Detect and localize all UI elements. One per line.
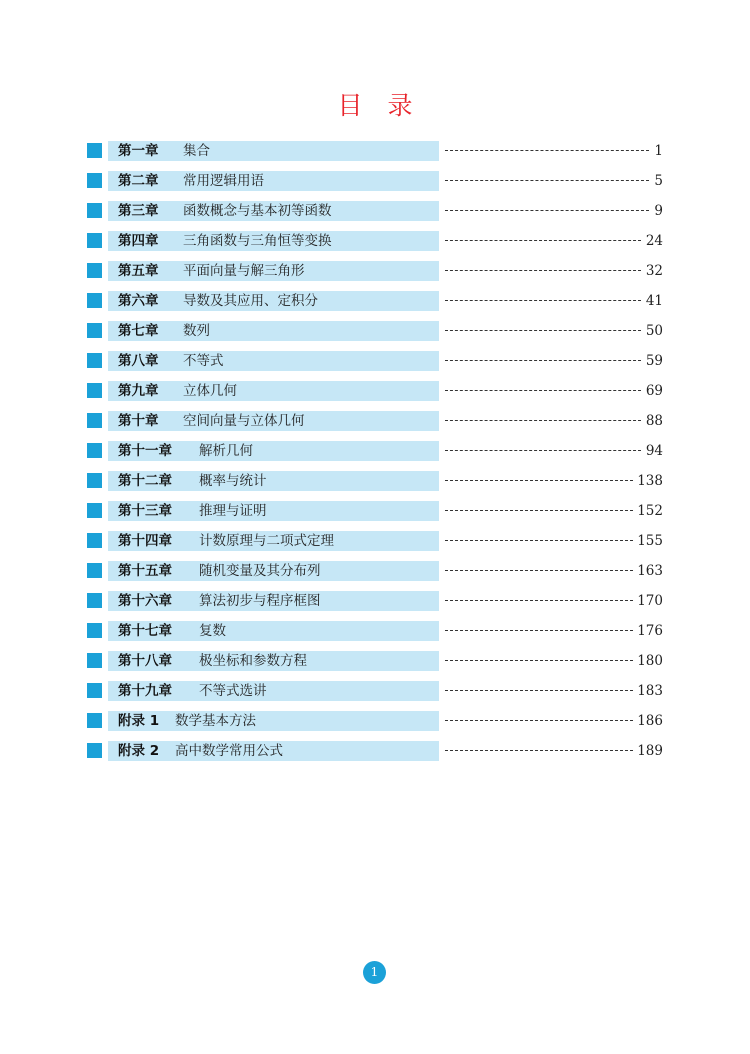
page-ref: 94 <box>645 443 663 459</box>
chapter-title: 常用逻辑用语 <box>183 173 264 189</box>
toc-entry[interactable] <box>87 231 663 261</box>
chapter-number: 第七章 <box>118 323 159 339</box>
page-ref: 50 <box>645 323 663 339</box>
page-ref: 69 <box>645 383 663 399</box>
page-ref: 9 <box>654 203 663 219</box>
toc-entry[interactable] <box>87 411 663 441</box>
square-bullet-icon <box>87 173 102 188</box>
toc-entry[interactable] <box>87 741 663 771</box>
entry-title-bar <box>108 531 439 551</box>
dotted-leader <box>445 150 649 151</box>
chapter-number: 第八章 <box>118 353 159 369</box>
square-bullet-icon <box>87 683 102 698</box>
entry-title-bar <box>108 591 439 611</box>
square-bullet-icon <box>87 713 102 728</box>
chapter-title: 不等式选讲 <box>199 683 267 699</box>
page-ref: 88 <box>645 413 663 429</box>
entry-title-bar <box>108 741 439 761</box>
chapter-number: 第十二章 <box>118 473 172 489</box>
square-bullet-icon <box>87 293 102 308</box>
toc-entry[interactable] <box>87 291 663 321</box>
chapter-number: 第六章 <box>118 293 159 309</box>
chapter-title: 算法初步与程序框图 <box>199 593 321 609</box>
table-of-contents <box>87 141 663 771</box>
toc-entry[interactable] <box>87 591 663 621</box>
square-bullet-icon <box>87 593 102 608</box>
dotted-leader <box>445 210 649 211</box>
toc-entry[interactable] <box>87 501 663 531</box>
toc-entry[interactable] <box>87 471 663 501</box>
dotted-leader <box>445 390 641 391</box>
dotted-leader <box>445 300 641 301</box>
square-bullet-icon <box>87 623 102 638</box>
toc-entry[interactable] <box>87 711 663 741</box>
page-ref: 24 <box>645 233 663 249</box>
page-ref: 170 <box>637 593 663 609</box>
dotted-leader <box>445 240 641 241</box>
entry-title-bar <box>108 231 439 251</box>
chapter-number: 第五章 <box>118 263 159 279</box>
chapter-number: 第三章 <box>118 203 159 219</box>
entry-title-bar <box>108 201 439 221</box>
dotted-leader <box>445 660 633 661</box>
page-ref: 32 <box>645 263 663 279</box>
entry-title-bar <box>108 411 439 431</box>
chapter-number: 第十一章 <box>118 443 172 459</box>
chapter-number: 第十章 <box>118 413 159 429</box>
entry-title-bar <box>108 651 439 671</box>
square-bullet-icon <box>87 563 102 578</box>
chapter-title: 复数 <box>199 623 226 639</box>
page-ref: 180 <box>637 653 663 669</box>
page-ref: 138 <box>637 473 663 489</box>
entry-title-bar <box>108 561 439 581</box>
square-bullet-icon <box>87 743 102 758</box>
dotted-leader <box>445 540 633 541</box>
dotted-leader <box>445 450 641 451</box>
dotted-leader <box>445 510 633 511</box>
chapter-number: 第十六章 <box>118 593 172 609</box>
entry-title-bar <box>108 321 439 341</box>
page-ref: 152 <box>637 503 663 519</box>
page-ref: 1 <box>654 143 663 159</box>
toc-entry[interactable] <box>87 531 663 561</box>
square-bullet-icon <box>87 473 102 488</box>
entry-title-bar <box>108 381 439 401</box>
entry-title-bar <box>108 681 439 701</box>
square-bullet-icon <box>87 533 102 548</box>
chapter-title: 推理与证明 <box>199 503 267 519</box>
entry-title-bar <box>108 141 439 161</box>
chapter-title: 三角函数与三角恒等变换 <box>183 233 332 249</box>
chapter-number: 第二章 <box>118 173 159 189</box>
chapter-title: 高中数学常用公式 <box>175 743 283 759</box>
chapter-title: 函数概念与基本初等函数 <box>183 203 332 219</box>
dotted-leader <box>445 420 641 421</box>
square-bullet-icon <box>87 143 102 158</box>
chapter-title: 不等式 <box>183 353 224 369</box>
chapter-title: 立体几何 <box>183 383 237 399</box>
chapter-number: 第十九章 <box>118 683 172 699</box>
toc-entry[interactable] <box>87 651 663 681</box>
square-bullet-icon <box>87 653 102 668</box>
entry-title-bar <box>108 291 439 311</box>
chapter-title: 计数原理与二项式定理 <box>199 533 334 549</box>
toc-entry[interactable] <box>87 321 663 351</box>
chapter-number: 第十五章 <box>118 563 172 579</box>
dotted-leader <box>445 270 641 271</box>
toc-entry[interactable] <box>87 561 663 591</box>
chapter-title: 极坐标和参数方程 <box>199 653 307 669</box>
entry-title-bar <box>108 711 439 731</box>
square-bullet-icon <box>87 383 102 398</box>
toc-entry[interactable] <box>87 381 663 411</box>
entry-title-bar <box>108 621 439 641</box>
dotted-leader <box>445 570 633 571</box>
square-bullet-icon <box>87 443 102 458</box>
chapter-number: 第十八章 <box>118 653 172 669</box>
dotted-leader <box>445 600 633 601</box>
dotted-leader <box>445 750 633 751</box>
chapter-number: 第十三章 <box>118 503 172 519</box>
entry-title-bar <box>108 501 439 521</box>
dotted-leader <box>445 630 633 631</box>
chapter-number: 第九章 <box>118 383 159 399</box>
chapter-number: 附录 2 <box>118 743 160 759</box>
square-bullet-icon <box>87 503 102 518</box>
dotted-leader <box>445 180 649 181</box>
toc-entry[interactable] <box>87 201 663 231</box>
page-ref: 186 <box>637 713 663 729</box>
toc-entry[interactable] <box>87 681 663 711</box>
chapter-title: 空间向量与立体几何 <box>183 413 305 429</box>
square-bullet-icon <box>87 413 102 428</box>
page-ref: 5 <box>654 173 663 189</box>
page-ref: 41 <box>645 293 663 309</box>
dotted-leader <box>445 480 633 481</box>
toc-entry[interactable] <box>87 351 663 381</box>
chapter-title: 平面向量与解三角形 <box>183 263 305 279</box>
page-number-badge: 1 <box>363 961 386 984</box>
dotted-leader <box>445 720 633 721</box>
square-bullet-icon <box>87 353 102 368</box>
chapter-title: 概率与统计 <box>199 473 267 489</box>
chapter-number: 第十七章 <box>118 623 172 639</box>
page-ref: 59 <box>645 353 663 369</box>
entry-title-bar <box>108 441 439 461</box>
dotted-leader <box>445 360 641 361</box>
page-ref: 176 <box>637 623 663 639</box>
toc-entry[interactable] <box>87 261 663 291</box>
page-title: 目 录 <box>337 91 413 120</box>
dotted-leader <box>445 330 641 331</box>
chapter-number: 第四章 <box>118 233 159 249</box>
chapter-title: 数学基本方法 <box>175 713 256 729</box>
chapter-number: 附录 1 <box>118 713 160 729</box>
chapter-title: 解析几何 <box>199 443 253 459</box>
page-ref: 189 <box>637 743 663 759</box>
page-ref: 155 <box>637 533 663 549</box>
entry-title-bar <box>108 351 439 371</box>
page-ref: 163 <box>637 563 663 579</box>
page-ref: 183 <box>637 683 663 699</box>
chapter-number: 第十四章 <box>118 533 172 549</box>
entry-title-bar <box>108 471 439 491</box>
chapter-title: 数列 <box>183 323 210 339</box>
chapter-title: 随机变量及其分布列 <box>199 563 321 579</box>
toc-entry[interactable] <box>87 141 663 171</box>
chapter-title: 导数及其应用、定积分 <box>183 293 318 309</box>
chapter-title: 集合 <box>183 143 210 159</box>
toc-entry[interactable] <box>87 171 663 201</box>
chapter-number: 第一章 <box>118 143 159 159</box>
square-bullet-icon <box>87 323 102 338</box>
entry-title-bar <box>108 261 439 281</box>
toc-entry[interactable] <box>87 621 663 651</box>
square-bullet-icon <box>87 203 102 218</box>
square-bullet-icon <box>87 233 102 248</box>
entry-title-bar <box>108 171 439 191</box>
dotted-leader <box>445 690 633 691</box>
toc-entry[interactable] <box>87 441 663 471</box>
square-bullet-icon <box>87 263 102 278</box>
